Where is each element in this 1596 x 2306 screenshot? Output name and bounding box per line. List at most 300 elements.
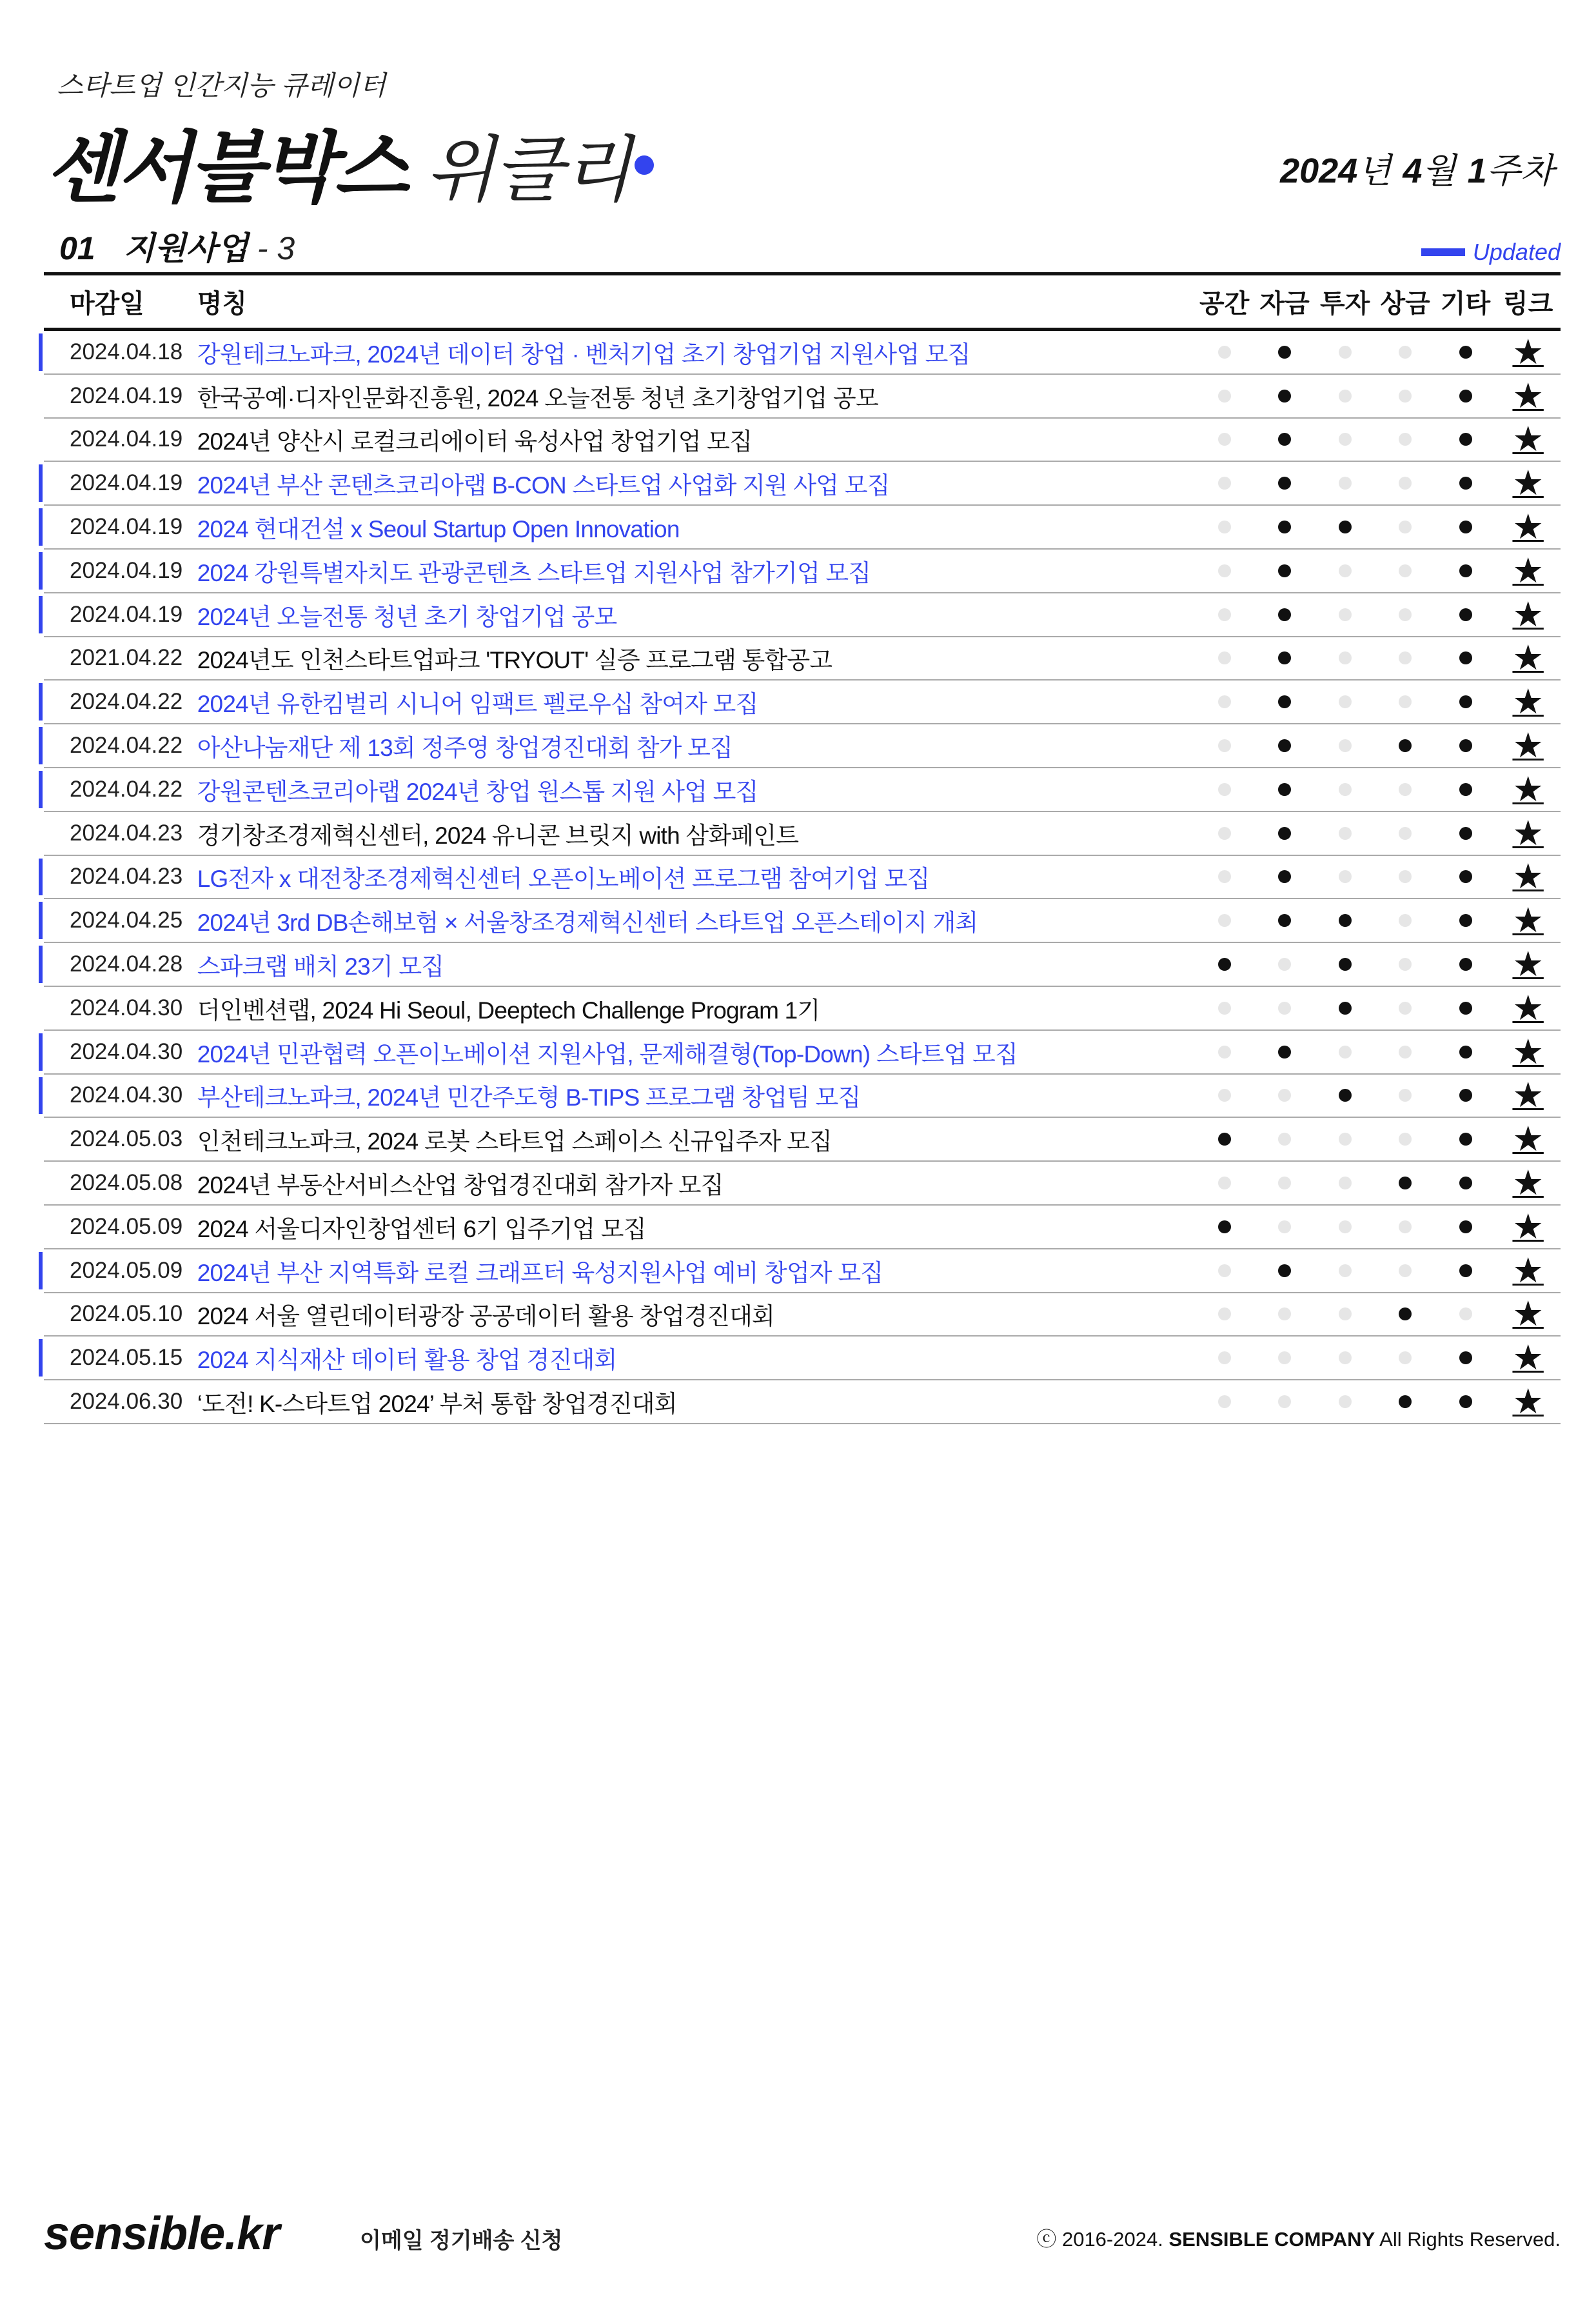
- link-star-icon[interactable]: ★: [1512, 1076, 1544, 1115]
- row-etc-cell: [1435, 1089, 1495, 1102]
- row-name: 2024 서울 열린데이터광장 공공데이터 활용 창업경진대회: [197, 1303, 774, 1330]
- link-star-icon[interactable]: ★: [1512, 1338, 1544, 1378]
- table-row: [44, 899, 1561, 943]
- row-prize-cell: [1375, 521, 1435, 533]
- filled-dot-icon: [1399, 739, 1412, 752]
- filled-dot-icon: [1278, 433, 1291, 446]
- row-date: 2024.05.10: [70, 1301, 183, 1327]
- section-title: 지원사업: [123, 230, 248, 266]
- link-star-icon[interactable]: ★: [1512, 376, 1544, 415]
- row-link-cell: [1495, 376, 1561, 415]
- row-prize-cell: [1375, 1307, 1435, 1320]
- row-link-cell: [1495, 1253, 1561, 1288]
- empty-dot-icon: [1459, 1307, 1472, 1320]
- row-etc-cell: [1435, 1395, 1495, 1408]
- empty-dot-icon: [1218, 783, 1231, 796]
- row-space-cell: [1194, 1177, 1254, 1189]
- week-month-suffix: 월: [1422, 152, 1456, 190]
- empty-dot-icon: [1399, 390, 1412, 403]
- empty-dot-icon: [1218, 1089, 1231, 1102]
- row-date: 2024.04.18: [70, 339, 183, 364]
- table-row: [44, 724, 1561, 768]
- empty-dot-icon: [1339, 651, 1352, 664]
- row-invest-cell: [1315, 1264, 1375, 1277]
- row-fund-cell: [1254, 1264, 1314, 1277]
- row-name[interactable]: 2024년 오늘전통 청년 초기 창업기업 공모: [197, 603, 617, 630]
- col-prize: 상금: [1380, 290, 1430, 318]
- row-space-cell: [1194, 695, 1254, 708]
- row-date: 2024.05.08: [70, 1170, 183, 1196]
- empty-dot-icon: [1399, 783, 1412, 796]
- table-row: [44, 506, 1561, 550]
- empty-dot-icon: [1218, 1046, 1231, 1059]
- filled-dot-icon: [1339, 1002, 1352, 1015]
- row-invest-cell: [1315, 1002, 1375, 1015]
- empty-dot-icon: [1278, 1307, 1291, 1320]
- row-prize-cell: [1375, 1395, 1435, 1408]
- row-etc-cell: [1435, 695, 1495, 708]
- filled-dot-icon: [1459, 1395, 1472, 1408]
- subscribe-link[interactable]: 이메일 정기배송 신청: [360, 2229, 563, 2253]
- row-space-cell: [1194, 1264, 1254, 1277]
- row-prize-cell: [1375, 1177, 1435, 1189]
- row-date: 2024.04.19: [70, 601, 183, 627]
- row-fund-cell: [1254, 958, 1314, 971]
- filled-dot-icon: [1459, 433, 1472, 446]
- link-star-icon[interactable]: ★: [1512, 726, 1544, 766]
- row-name[interactable]: 2024 현대건설 x Seoul Startup Open Innovation: [197, 516, 680, 543]
- row-link-cell: [1495, 772, 1561, 807]
- row-link-cell: [1495, 857, 1561, 897]
- row-space-cell: [1194, 1046, 1254, 1059]
- row-space-cell: [1194, 390, 1254, 403]
- filled-dot-icon: [1459, 739, 1472, 752]
- row-date: 2024.04.30: [70, 995, 183, 1020]
- filled-dot-icon: [1459, 1046, 1472, 1059]
- row-name[interactable]: 2024년 부산 지역특화 로컬 크래프터 육성지원사업 예비 창업자 모집: [197, 1259, 883, 1286]
- row-name[interactable]: 2024년 부산 콘텐츠코리아랩 B-CON 스타트업 사업화 지원 사업 모집: [197, 472, 890, 499]
- row-etc-cell: [1435, 651, 1495, 664]
- row-prize-cell: [1375, 695, 1435, 708]
- row-name[interactable]: 아산나눔재단 제 13회 정주영 창업경진대회 참가 모집: [197, 735, 733, 762]
- table-row: [44, 637, 1561, 681]
- row-space-cell: [1194, 651, 1254, 664]
- empty-dot-icon: [1339, 1395, 1352, 1408]
- empty-dot-icon: [1339, 870, 1352, 883]
- table-row: [44, 593, 1561, 637]
- row-invest-cell: [1315, 870, 1375, 883]
- row-name[interactable]: 2024년 3rd DB손해보험 × 서울창조경제혁신센터 스타트업 오픈스테이지 개최: [197, 909, 978, 937]
- row-invest-cell: [1315, 739, 1375, 752]
- row-prize-cell: [1375, 433, 1435, 446]
- row-prize-cell: [1375, 914, 1435, 927]
- empty-dot-icon: [1399, 477, 1412, 490]
- col-invest: 투자: [1319, 290, 1370, 318]
- row-etc-cell: [1435, 1351, 1495, 1364]
- row-invest-cell: [1315, 1133, 1375, 1146]
- link-star-icon[interactable]: ★: [1512, 1251, 1544, 1290]
- row-prize-cell: [1375, 651, 1435, 664]
- row-etc-cell: [1435, 1002, 1495, 1015]
- row-prize-cell: [1375, 1264, 1435, 1277]
- week-year-suffix: 년: [1357, 152, 1392, 190]
- empty-dot-icon: [1339, 477, 1352, 490]
- link-star-icon[interactable]: ★: [1512, 332, 1544, 372]
- row-etc-cell: [1435, 827, 1495, 840]
- row-name[interactable]: 강원테크노파크, 2024년 데이터 창업 · 벤처기업 초기 창업기업 지원사업 모집: [197, 341, 970, 368]
- row-prize-cell: [1375, 608, 1435, 621]
- row-fund-cell: [1254, 1133, 1314, 1146]
- row-name: 경기창조경제혁신센터, 2024 유니콘 브릿지 with 삼화페인트: [197, 822, 799, 849]
- row-etc-cell: [1435, 1177, 1495, 1189]
- row-date: 2024.05.09: [70, 1213, 183, 1239]
- empty-dot-icon: [1399, 914, 1412, 927]
- row-link-cell: [1495, 1122, 1561, 1157]
- row-invest-cell: [1315, 1351, 1375, 1364]
- empty-dot-icon: [1399, 827, 1412, 840]
- row-space-cell: [1194, 1351, 1254, 1364]
- filled-dot-icon: [1278, 1046, 1291, 1059]
- filled-dot-icon: [1218, 958, 1231, 971]
- empty-dot-icon: [1218, 870, 1231, 883]
- row-etc-cell: [1435, 477, 1495, 490]
- empty-dot-icon: [1339, 433, 1352, 446]
- filled-dot-icon: [1459, 608, 1472, 621]
- row-name[interactable]: 2024 지식재산 데이터 활용 창업 경진대회: [197, 1347, 617, 1374]
- empty-dot-icon: [1399, 346, 1412, 359]
- row-name[interactable]: 2024 강원특별자치도 관광콘텐츠 스타트업 지원사업 참가기업 모집: [197, 559, 871, 586]
- table-row: [44, 1162, 1561, 1206]
- empty-dot-icon: [1339, 1307, 1352, 1320]
- row-space-cell: [1194, 958, 1254, 971]
- empty-dot-icon: [1399, 1046, 1412, 1059]
- row-space-cell: [1194, 608, 1254, 621]
- row-prize-cell: [1375, 1089, 1435, 1102]
- filled-dot-icon: [1459, 695, 1472, 708]
- row-prize-cell: [1375, 739, 1435, 752]
- row-etc-cell: [1435, 1133, 1495, 1146]
- row-etc-cell: [1435, 783, 1495, 796]
- row-space-cell: [1194, 1307, 1254, 1320]
- row-prize-cell: [1375, 346, 1435, 359]
- table-row: [44, 856, 1561, 900]
- empty-dot-icon: [1278, 1089, 1291, 1102]
- empty-dot-icon: [1339, 1046, 1352, 1059]
- row-prize-cell: [1375, 958, 1435, 971]
- link-star-icon[interactable]: ★: [1512, 464, 1544, 503]
- table-header: [44, 275, 1561, 331]
- row-fund-cell: [1254, 1089, 1314, 1102]
- row-link-cell: [1495, 988, 1561, 1028]
- link-star-icon[interactable]: ★: [1512, 770, 1544, 809]
- empty-dot-icon: [1399, 1351, 1412, 1364]
- row-link-cell: [1495, 813, 1561, 853]
- link-star-icon[interactable]: ★: [1512, 1120, 1544, 1159]
- table-row: [44, 987, 1561, 1031]
- row-name: 2024년 양산시 로컬크리에이터 육성사업 창업기업 모집: [197, 428, 753, 455]
- row-invest-cell: [1315, 1307, 1375, 1320]
- table-row: [44, 419, 1561, 462]
- row-link-cell: [1495, 597, 1561, 632]
- link-star-icon[interactable]: ★: [1512, 1032, 1544, 1071]
- col-link: 링크: [1503, 290, 1553, 318]
- row-name[interactable]: 부산테크노파크, 2024년 민간주도형 B-TIPS 프로그램 창업팀 모집: [197, 1084, 861, 1111]
- filled-dot-icon: [1459, 1089, 1472, 1102]
- filled-dot-icon: [1278, 783, 1291, 796]
- footer-brand[interactable]: sensible.kr: [44, 2208, 280, 2260]
- row-date: 2024.04.30: [70, 1039, 183, 1064]
- row-space-cell: [1194, 870, 1254, 883]
- table-row: [44, 1031, 1561, 1075]
- link-star-icon[interactable]: ★: [1512, 901, 1544, 940]
- link-star-icon[interactable]: ★: [1512, 420, 1544, 459]
- filled-dot-icon: [1278, 827, 1291, 840]
- table-row: [44, 1337, 1561, 1380]
- filled-dot-icon: [1459, 477, 1472, 490]
- filled-dot-icon: [1459, 783, 1472, 796]
- link-star-icon[interactable]: ★: [1512, 1164, 1544, 1203]
- filled-dot-icon: [1399, 1177, 1412, 1189]
- brand-title: [45, 106, 654, 212]
- row-date: 2024.04.25: [70, 908, 183, 933]
- table-row: [44, 1206, 1561, 1249]
- row-name[interactable]: 2024년 민관협력 오픈이노베이션 지원사업, 문제해결형(Top-Down) 스타트업 모집: [197, 1040, 1018, 1068]
- filled-dot-icon: [1278, 346, 1291, 359]
- section-number: 01: [59, 230, 95, 266]
- row-invest-cell: [1315, 390, 1375, 403]
- updated-label: Updated: [1472, 239, 1561, 265]
- row-fund-cell: [1254, 346, 1314, 359]
- table-row: [44, 1293, 1561, 1337]
- empty-dot-icon: [1218, 827, 1231, 840]
- empty-dot-icon: [1218, 1395, 1231, 1408]
- link-star-icon[interactable]: ★: [1512, 508, 1544, 547]
- row-fund-cell: [1254, 1395, 1314, 1408]
- filled-dot-icon: [1459, 1177, 1472, 1189]
- link-star-icon[interactable]: ★: [1512, 988, 1544, 1028]
- empty-dot-icon: [1218, 695, 1231, 708]
- row-space-cell: [1194, 521, 1254, 533]
- link-star-icon[interactable]: ★: [1512, 1207, 1544, 1246]
- row-link-cell: [1495, 1295, 1561, 1334]
- table-row: [44, 943, 1561, 987]
- table-row: [44, 331, 1561, 375]
- filled-dot-icon: [1459, 1264, 1472, 1277]
- row-etc-cell: [1435, 958, 1495, 971]
- rights-text: All Rights Reserved.: [1379, 2228, 1561, 2251]
- empty-dot-icon: [1218, 914, 1231, 927]
- empty-dot-icon: [1399, 958, 1412, 971]
- empty-dot-icon: [1218, 346, 1231, 359]
- row-prize-cell: [1375, 477, 1435, 490]
- link-star-icon[interactable]: ★: [1512, 813, 1544, 853]
- row-link-cell: [1495, 947, 1561, 982]
- empty-dot-icon: [1218, 1264, 1231, 1277]
- row-invest-cell: [1315, 695, 1375, 708]
- empty-dot-icon: [1339, 739, 1352, 752]
- row-link-cell: [1495, 332, 1561, 372]
- row-date: 2024.04.22: [70, 733, 183, 759]
- empty-dot-icon: [1278, 1177, 1291, 1189]
- row-link-cell: [1495, 1032, 1561, 1071]
- filled-dot-icon: [1339, 1089, 1352, 1102]
- row-date: 2024.04.23: [70, 820, 183, 846]
- row-space-cell: [1194, 1395, 1254, 1408]
- row-date: 2024.05.09: [70, 1257, 183, 1283]
- table-row: [44, 462, 1561, 506]
- company-name: SENSIBLE COMPANY: [1168, 2228, 1375, 2251]
- empty-dot-icon: [1278, 1395, 1291, 1408]
- row-fund-cell: [1254, 521, 1314, 533]
- row-invest-cell: [1315, 1089, 1375, 1102]
- row-link-cell: [1495, 682, 1561, 722]
- row-prize-cell: [1375, 1133, 1435, 1146]
- empty-dot-icon: [1339, 1220, 1352, 1233]
- empty-dot-icon: [1399, 695, 1412, 708]
- row-invest-cell: [1315, 827, 1375, 840]
- empty-dot-icon: [1339, 827, 1352, 840]
- link-star-icon[interactable]: ★: [1512, 682, 1544, 722]
- row-invest-cell: [1315, 564, 1375, 577]
- row-name: 인천테크노파크, 2024 로봇 스타트업 스페이스 신규입주자 모집: [197, 1128, 832, 1155]
- brand-sub: 위클리: [425, 130, 631, 210]
- empty-dot-icon: [1399, 1133, 1412, 1146]
- row-date: 2024.04.30: [70, 1082, 183, 1108]
- row-invest-cell: [1315, 1046, 1375, 1059]
- empty-dot-icon: [1339, 783, 1352, 796]
- row-link-cell: [1495, 639, 1561, 678]
- filled-dot-icon: [1278, 521, 1291, 533]
- empty-dot-icon: [1399, 1220, 1412, 1233]
- row-etc-cell: [1435, 1046, 1495, 1059]
- link-star-icon[interactable]: ★: [1512, 857, 1544, 897]
- row-etc-cell: [1435, 914, 1495, 927]
- filled-dot-icon: [1459, 521, 1472, 533]
- copyright: [1036, 2223, 1561, 2252]
- row-date: 2024.04.22: [70, 776, 183, 802]
- link-star-icon[interactable]: ★: [1512, 595, 1544, 634]
- row-space-cell: [1194, 433, 1254, 446]
- row-fund-cell: [1254, 1002, 1314, 1015]
- row-invest-cell: [1315, 914, 1375, 927]
- link-star-icon[interactable]: ★: [1512, 1295, 1544, 1334]
- table-body: [44, 331, 1561, 1424]
- link-star-icon[interactable]: ★: [1512, 639, 1544, 678]
- link-star-icon[interactable]: ★: [1512, 1382, 1544, 1422]
- row-space-cell: [1194, 1002, 1254, 1015]
- empty-dot-icon: [1218, 1177, 1231, 1189]
- row-space-cell: [1194, 1133, 1254, 1146]
- week-number: 1: [1467, 152, 1487, 190]
- row-fund-cell: [1254, 827, 1314, 840]
- filled-dot-icon: [1399, 1395, 1412, 1408]
- updated-legend: [1421, 239, 1561, 266]
- row-name: 2024 서울디자인창업센터 6기 입주기업 모집: [197, 1215, 646, 1242]
- row-etc-cell: [1435, 608, 1495, 621]
- copyright-prefix: ⓒ 2016-2024.: [1036, 2228, 1163, 2251]
- empty-dot-icon: [1339, 564, 1352, 577]
- empty-dot-icon: [1399, 433, 1412, 446]
- row-link-cell: [1495, 422, 1561, 457]
- row-name: 한국공예·디자인문화진흥원, 2024 오늘전통 청년 초기창업기업 공모: [197, 384, 878, 412]
- row-date: 2024.04.28: [70, 951, 183, 977]
- table-row: [44, 768, 1561, 812]
- row-name[interactable]: 2024년 유한킴벌리 시니어 임팩트 펠로우십 참여자 모집: [197, 691, 758, 718]
- week-month: 4: [1403, 152, 1423, 190]
- table-row: [44, 812, 1561, 856]
- empty-dot-icon: [1218, 433, 1231, 446]
- empty-dot-icon: [1278, 958, 1291, 971]
- empty-dot-icon: [1339, 390, 1352, 403]
- row-date: 2024.04.19: [70, 426, 183, 452]
- table-row: [44, 375, 1561, 419]
- row-name: ‘도전! K-스타트업 2024’ 부처 통합 창업경진대회: [197, 1391, 677, 1418]
- empty-dot-icon: [1218, 608, 1231, 621]
- link-star-icon[interactable]: ★: [1512, 551, 1544, 590]
- row-etc-cell: [1435, 346, 1495, 359]
- row-date: 2024.04.22: [70, 689, 183, 715]
- row-etc-cell: [1435, 433, 1495, 446]
- col-date: 마감일: [70, 290, 144, 318]
- filled-dot-icon: [1459, 651, 1472, 664]
- row-invest-cell: [1315, 521, 1375, 533]
- row-etc-cell: [1435, 564, 1495, 577]
- row-fund-cell: [1254, 1220, 1314, 1233]
- filled-dot-icon: [1459, 958, 1472, 971]
- row-invest-cell: [1315, 433, 1375, 446]
- row-fund-cell: [1254, 477, 1314, 490]
- section-part: - 3: [257, 230, 295, 266]
- row-fund-cell: [1254, 651, 1314, 664]
- row-fund-cell: [1254, 695, 1314, 708]
- filled-dot-icon: [1278, 1264, 1291, 1277]
- filled-dot-icon: [1459, 1133, 1472, 1146]
- brand-dot-icon: [635, 155, 654, 175]
- row-prize-cell: [1375, 870, 1435, 883]
- link-star-icon[interactable]: ★: [1512, 945, 1544, 984]
- empty-dot-icon: [1218, 1307, 1231, 1320]
- row-link-cell: [1495, 1382, 1561, 1422]
- table-row: [44, 1380, 1561, 1424]
- row-invest-cell: [1315, 958, 1375, 971]
- row-etc-cell: [1435, 1220, 1495, 1233]
- filled-dot-icon: [1218, 1133, 1231, 1146]
- filled-dot-icon: [1339, 521, 1352, 533]
- row-link-cell: [1495, 466, 1561, 501]
- row-space-cell: [1194, 1089, 1254, 1102]
- row-space-cell: [1194, 739, 1254, 752]
- filled-dot-icon: [1278, 914, 1291, 927]
- filled-dot-icon: [1278, 870, 1291, 883]
- row-name[interactable]: 스파크랩 배치 23기 모집: [197, 953, 444, 980]
- row-date: 2021.04.22: [70, 645, 183, 671]
- filled-dot-icon: [1459, 870, 1472, 883]
- row-name: 2024년 부동산서비스산업 창업경진대회 참가자 모집: [197, 1172, 724, 1199]
- row-name[interactable]: 강원콘텐츠코리아랩 2024년 창업 원스톱 지원 사업 모집: [197, 778, 758, 805]
- row-etc-cell: [1435, 870, 1495, 883]
- table-row: [44, 681, 1561, 724]
- row-name[interactable]: LG전자 x 대전창조경제혁신센터 오픈이노베이션 프로그램 참여기업 모집: [197, 866, 930, 893]
- empty-dot-icon: [1339, 1264, 1352, 1277]
- empty-dot-icon: [1218, 477, 1231, 490]
- empty-dot-icon: [1218, 1002, 1231, 1015]
- week-label: [1280, 143, 1554, 193]
- empty-dot-icon: [1339, 1133, 1352, 1146]
- row-prize-cell: [1375, 1351, 1435, 1364]
- row-link-cell: [1495, 1164, 1561, 1203]
- row-fund-cell: [1254, 608, 1314, 621]
- empty-dot-icon: [1399, 608, 1412, 621]
